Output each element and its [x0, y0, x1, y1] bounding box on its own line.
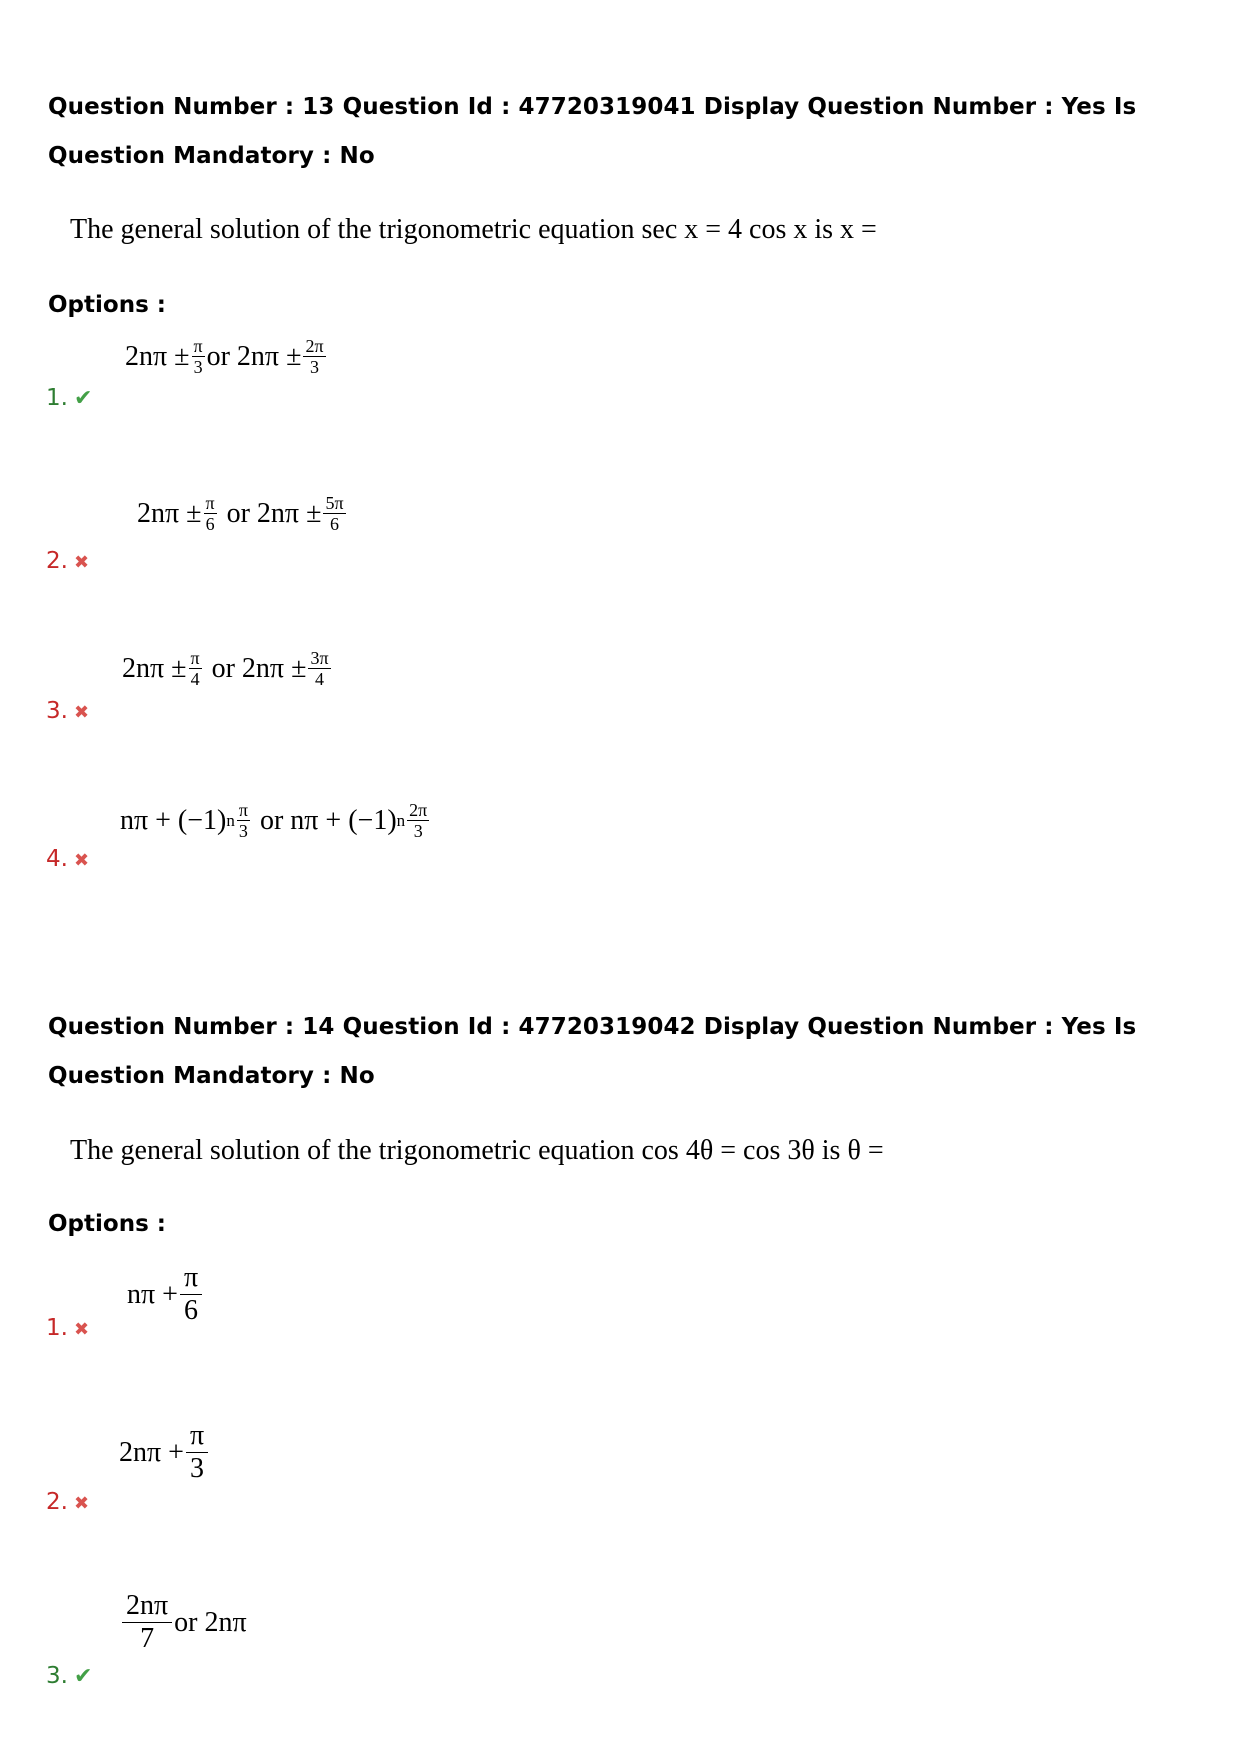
correct-check-icon: ✔ [73, 386, 93, 411]
q13-option-3-label [46, 698, 89, 724]
question-13-options-label: Options : [48, 292, 166, 318]
option-number: 4. [46, 846, 68, 872]
denominator: 6 [329, 514, 339, 534]
numerator: 3π [310, 648, 329, 668]
math-text: 2nπ + [119, 1436, 184, 1468]
denominator: 3 [413, 821, 423, 841]
numerator: π [205, 493, 215, 513]
math-text: nπ + [127, 1278, 178, 1310]
q13-option-2-math [137, 493, 348, 534]
fraction [189, 648, 202, 689]
numerator: π [183, 1262, 199, 1293]
denominator: 6 [205, 514, 215, 534]
fraction [237, 800, 250, 841]
fraction [192, 336, 205, 377]
math-text: or 2nπ ± [211, 652, 307, 684]
numerator: π [238, 800, 248, 820]
wrong-cross-icon: ✖ [73, 1319, 90, 1340]
fraction [303, 336, 325, 377]
q14-option-3-label [46, 1663, 92, 1689]
math-text: 2nπ ± [122, 652, 187, 684]
q14-option-3-math [120, 1590, 247, 1655]
fraction [186, 1420, 208, 1485]
numerator: π [193, 336, 203, 356]
q13-option-1-label [46, 385, 92, 411]
q13-option-1-math [125, 336, 328, 377]
fraction [407, 800, 429, 841]
question-14-options-label: Options : [48, 1211, 166, 1237]
q14-option-1-label [46, 1315, 89, 1341]
wrong-cross-icon: ✖ [73, 850, 90, 871]
math-text: or 2nπ ± [226, 497, 322, 529]
option-number: 2. [46, 1489, 68, 1515]
numerator: 5π [325, 493, 344, 513]
wrong-cross-icon: ✖ [73, 552, 90, 573]
option-number: 1. [46, 385, 68, 411]
numerator: 2π [409, 800, 428, 820]
q13-option-4-math [120, 800, 431, 841]
fraction [308, 648, 330, 689]
denominator: 3 [238, 821, 248, 841]
denominator: 3 [309, 357, 319, 377]
q13-option-4-label [46, 846, 89, 872]
math-text: nπ + (−1) [120, 804, 227, 836]
option-number: 1. [46, 1315, 68, 1341]
option-number: 2. [46, 548, 68, 574]
q14-option-2-label [46, 1489, 89, 1515]
wrong-cross-icon: ✖ [73, 702, 90, 723]
question-14-header: Question Number : 14 Question Id : 47720319042 Display Question Number : Yes Is Question Mandatory : No [48, 1014, 1137, 1089]
q13-option-2-label [46, 548, 89, 574]
denominator: 3 [190, 1453, 204, 1484]
q13-option-3-math [122, 648, 333, 689]
denominator: 3 [193, 357, 203, 377]
denominator: 7 [140, 1623, 155, 1654]
denominator: 6 [184, 1295, 198, 1326]
option-number: 3. [46, 698, 68, 724]
fraction [122, 1590, 172, 1655]
denominator: 4 [190, 669, 200, 689]
denominator: 4 [314, 669, 324, 689]
math-text: 2nπ ± [125, 340, 190, 372]
math-text: or nπ + (−1) [259, 804, 397, 836]
numerator: π [190, 648, 200, 668]
fraction [180, 1262, 202, 1327]
superscript: n [226, 810, 235, 830]
wrong-cross-icon: ✖ [73, 1493, 90, 1514]
correct-check-icon: ✔ [73, 1664, 93, 1689]
fraction [204, 493, 217, 534]
numerator: 2nπ [126, 1590, 169, 1621]
question-13-header: Question Number : 13 Question Id : 47720319041 Display Question Number : Yes Is Question Mandatory : No [48, 94, 1137, 169]
fraction [323, 493, 345, 534]
q14-option-2-math [119, 1420, 210, 1485]
question-14-stem: The general solution of the trigonometric equation cos 4θ = cos 3θ is θ = [70, 1135, 884, 1166]
question-13-stem: The general solution of the trigonometric equation sec x = 4 cos x is x = [70, 214, 877, 245]
numerator: 2π [305, 336, 324, 356]
option-number: 3. [46, 1663, 68, 1689]
math-text: or 2nπ ± [206, 340, 302, 372]
q14-option-1-math [127, 1262, 204, 1327]
numerator: π [189, 1420, 205, 1451]
math-text: 2nπ ± [137, 497, 202, 529]
superscript: n [396, 810, 406, 830]
math-text: or 2nπ [174, 1606, 247, 1638]
